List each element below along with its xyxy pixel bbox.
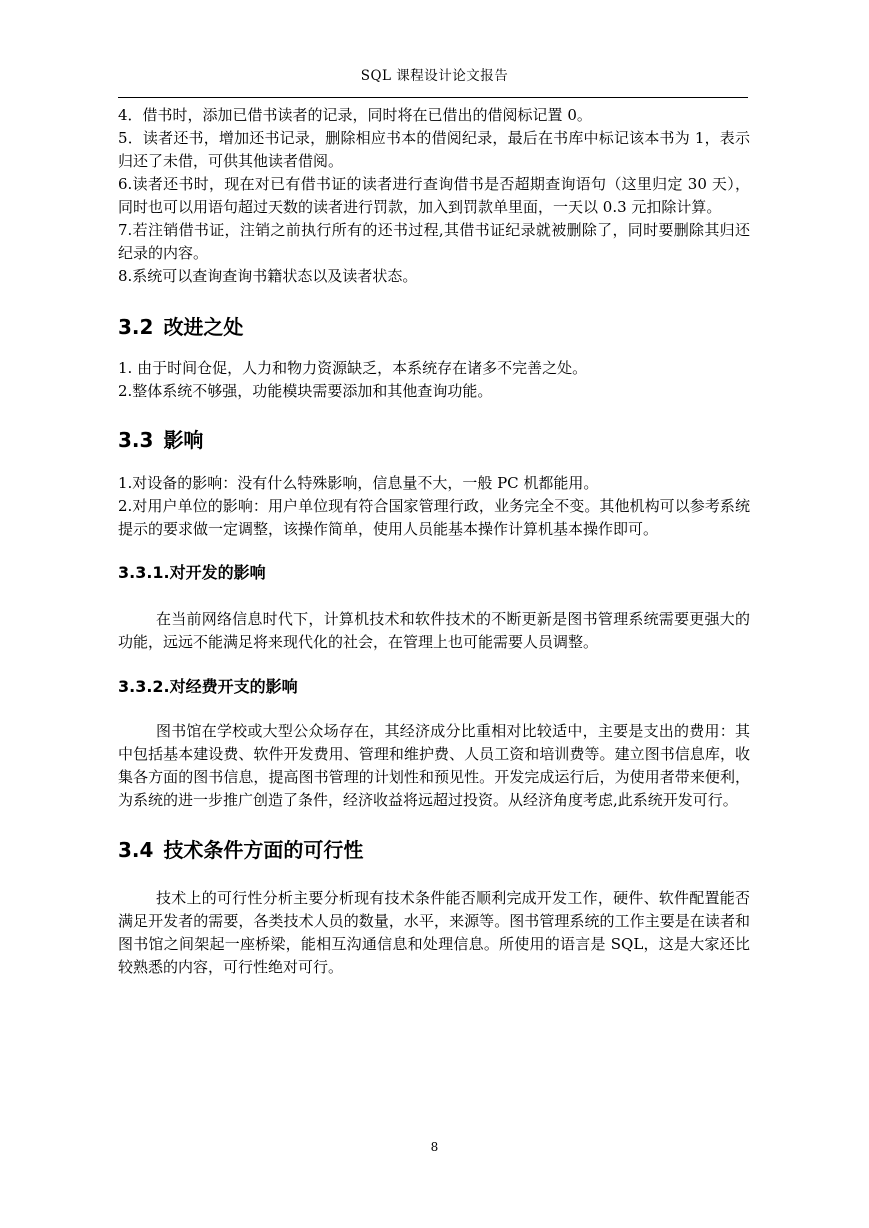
improvements-list [118,357,750,403]
list-item: 8.系统可以查询查询书籍状态以及读者状态。 [118,267,418,285]
section-number: 3.3 [118,428,154,452]
list-item: 7.若注销借书证，注销之前执行所有的还书过程,其借书证纪录就被删除了，同时要删除其归还纪录的内容。 [118,221,750,262]
section-title: 技术条件方面的可行性 [163,838,364,862]
list-item: 1. 由于时间仓促，人力和物力资源缺乏，本系统存在诸多不完善之处。 [118,359,588,377]
section-body: 在当前网络信息时代下，计算机技术和软件技术的不断更新是图书管理系统需要更强大的功能，远远不能满足将来现代化的社会，在管理上也可能需要人员调整。 [118,610,750,651]
section-number: 3.4 [118,838,154,862]
list-item: 4．借书时，添加已借书读者的记录，同时将在已借出的借阅标记置 0。 [118,106,592,124]
page-content [118,104,750,979]
section-heading-3-3-1: 3.3.1.对开发的影响 [118,563,266,582]
section-number: 3.2 [118,315,154,339]
header-rule [118,97,748,98]
section-heading-3-2 [118,312,750,342]
section-title: 改进之处 [163,315,244,339]
list-item: 6.读者还书时，现在对已有借书证的读者进行查询借书是否超期查询语句（这里归定 30 天），同时也可以用语句超过天数的读者进行罚款，加入到罚款单里面，一天以 0.3 元扣除计算。 [118,175,750,216]
section-heading-3-3 [118,425,750,455]
running-header: SQL 课程设计论文报告 [360,68,509,84]
section-body: 图书馆在学校或大型公众场存在，其经济成分比重相对比较适中，主要是支出的费用：其中包括基本建设费、软件开发费用、管理和维护费、人员工资和培训费等。建立图书信息库，收集各方面的图书信息，提高图书管理的计划性和预见性。开发完成运行后，为使用者带来便利，为系统的进一步推广创造了条件，经济收益将远超过投资。从经济角度考虑,此系统开发可行。 [118,722,750,809]
section-title: 影响 [163,428,204,452]
list-item: 2.整体系统不够强，功能模块需要添加和其他查询功能。 [118,382,493,400]
procedure-list [118,104,750,288]
list-item: 1.对设备的影响：没有什么特殊影响，信息量不大，一般 PC 机都能用。 [118,474,599,492]
page-number: 8 [430,1140,439,1154]
section-heading-3-3-2: 3.3.2.对经费开支的影响 [118,677,298,696]
impact-list [118,472,750,541]
section-heading-3-4 [118,835,750,865]
list-item: 5．读者还书，增加还书记录，删除相应书本的借阅纪录，最后在书库中标记该本书为 1，表示归还了未借，可供其他读者借阅。 [118,129,750,170]
section-body: 技术上的可行性分析主要分析现有技术条件能否顺利完成开发工作，硬件、软件配置能否满足开发者的需要，各类技术人员的数量，水平，来源等。图书管理系统的工作主要是在读者和图书馆之间架起一座桥梁，能相互沟通信息和处理信息。所使用的语言是 SQL，这是大家还比较熟悉的内容，可行性绝对可行。 [118,889,750,976]
list-item: 2.对用户单位的影响：用户单位现有符合国家管理行政，业务完全不变。其他机构可以参考系统提示的要求做一定调整，该操作简单，使用人员能基本操作计算机基本操作即可。 [118,497,750,538]
